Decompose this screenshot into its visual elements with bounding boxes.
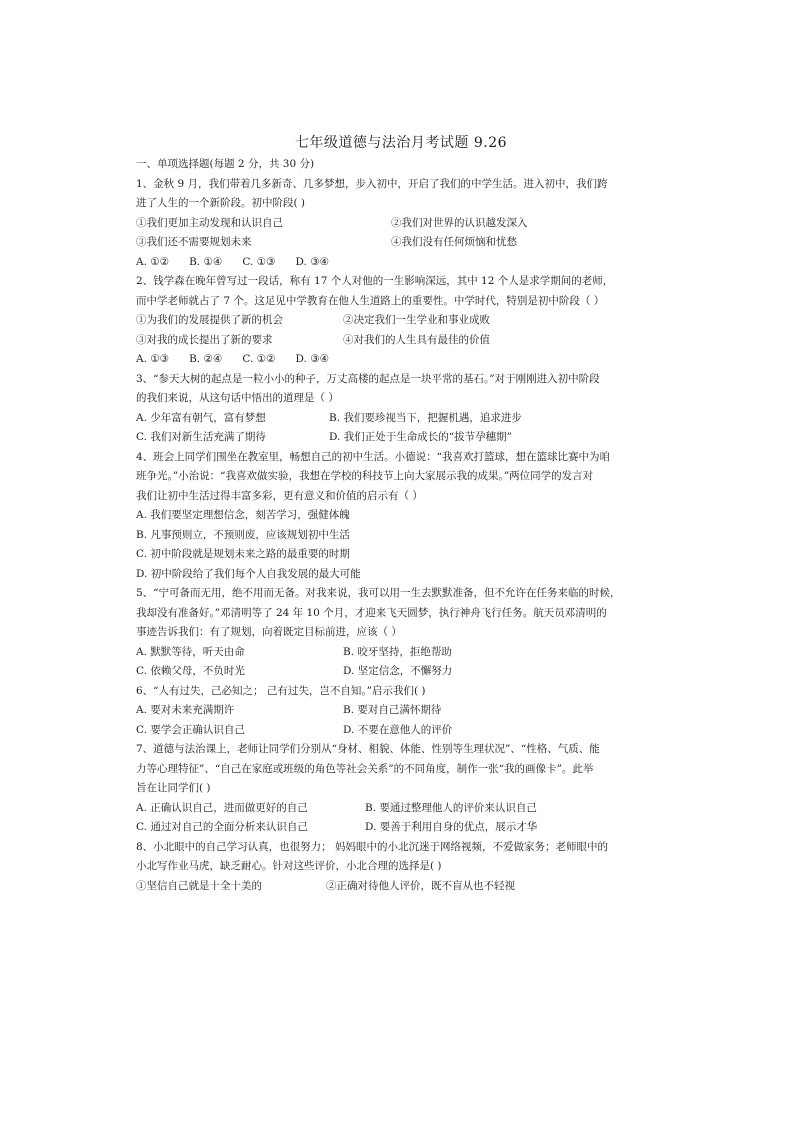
statement-4: ④我们没有任何烦恼和忧愁 [391, 236, 517, 248]
question-stem-line: 旨在让同学们( ) [136, 782, 211, 794]
statement-1: ①为我们的发展提供了新的机会 [136, 314, 283, 326]
statement-2: ②决定我们一生学业和事业成败 [343, 314, 490, 326]
question-2 [136, 272, 666, 370]
option-a: A. 默默等待，听天由命 [136, 645, 245, 658]
question-stem-line: 7、道德与法治课上，老师让同学们分别从“身材、相貌、体能、性别等生理状况”、“性格、气质、能 [136, 743, 600, 755]
option-a: A. 要对未来充满期许 [136, 704, 235, 716]
statement-2: ②我们对世界的认识越发深入 [391, 216, 528, 229]
question-stem-line: 2、钱学森在晚年曾写过一段话，称有 17 个人对他的一生影响深远，其中 12 个人是求学期间的老师， [136, 275, 614, 287]
question-1 [136, 175, 666, 273]
statement-3: ③我们还不需要规划未来 [136, 236, 252, 248]
question-stem-line: 进了人生的一个新阶段。初中阶段( ) [136, 197, 306, 209]
question-stem-line: 1、金秋 9 月，我们带着几多新奇、几多梦想，步入初中，开启了我们的中学生活。进入初中，我们跨 [136, 177, 608, 190]
choice-c: C. ①② [242, 353, 276, 365]
option-c: C. 要学会正确认识自己 [136, 723, 245, 736]
question-stem-line: 我们让初中生活过得丰富多彩，更有意义和价值的启示有（ ） [136, 489, 423, 502]
option-b: B. 凡事预则立，不预则废，应该规划初中生活 [136, 528, 350, 541]
option-d: D. 坚定信念，不懈努力 [343, 665, 453, 677]
question-7 [136, 740, 666, 838]
option-a: A. 少年富有朝气，富有梦想 [136, 411, 266, 424]
question-stem-line: 而中学老师就占了 7 个。这足见中学教育在他人生道路上的重要性。中学时代，特别是初中阶段（ ） [136, 294, 605, 307]
choice-row [136, 350, 666, 370]
option-d: D. 不要在意他人的评价 [343, 723, 453, 736]
question-stem-line: 3、“参天大树的起点是一粒小小的种子，万丈高楼的起点是一块平常的基石。”对于刚刚进入初中阶段 [136, 372, 600, 385]
option-a: A. 正确认识自己，进而做更好的自己 [136, 801, 308, 814]
option-b: B. 要对自己满怀期待 [343, 704, 442, 716]
statement-1: ①我们更加主动发现和认识自己 [136, 216, 283, 229]
question-stem-line: 班争光。”小治说：“我喜欢做实验，我想在学校的科技节上向大家展示我的成果。”两位同学的发言对 [136, 470, 594, 482]
section-heading: 一、单项选择题(每题 2 分，共 30 分) [136, 158, 315, 170]
question-3 [136, 370, 666, 448]
option-c: C. 我们对新生活充满了期待 [136, 431, 266, 443]
choice-a: A. ①③ [136, 353, 170, 365]
statement-2: ②正确对待他人评价，既不盲从也不轻视 [326, 879, 515, 892]
option-c: C. 依赖父母，不负时光 [136, 665, 245, 677]
question-8 [136, 838, 666, 897]
question-5 [136, 584, 666, 682]
choice-b: B. ①④ [189, 255, 223, 268]
question-6 [136, 682, 666, 741]
choice-d: D. ③④ [295, 353, 330, 365]
question-stem-line: 力等心理特征”、“自己在家庭或班级的角色等社会关系”的不同角度，制作一张“我的画像卡”。此举 [136, 762, 594, 775]
exam-title: 七年级道德与法治月考试题 9.26 [294, 135, 508, 151]
question-stem-line: 8、小北眼中的自己学习认真，也很努力； 妈妈眼中的小北沉迷于网络视频，不爱做家务；老师眼中的 [136, 840, 609, 853]
choice-a: A. ①② [136, 255, 170, 268]
question-4 [136, 448, 666, 585]
statement-1: ①坚信自己就是十全十美的 [136, 879, 262, 892]
option-d: D. 我们正处于生命成长的“拔节孕穗期” [329, 431, 512, 443]
exam-page [136, 132, 666, 896]
choice-b: B. ②④ [189, 353, 223, 365]
question-stem-line: 5、“宁可备而无用，绝不用而无备。对我来说，我可以用一生去默默准备，但不允许在任务来临的时候， [136, 587, 621, 599]
question-stem-line: 我却没有准备好。”邓清明等了 24 年 10 个月，才迎来飞天圆梦，执行神舟飞行任务。航天员邓清明的 [136, 606, 607, 619]
choice-c: C. ①③ [242, 255, 276, 268]
option-d: D. 初中阶段给了我们每个人自我发展的最大可能 [136, 567, 361, 580]
option-a: A. 我们要坚定理想信念，刻苦学习，强健体魄 [136, 509, 350, 521]
choice-row [136, 253, 666, 273]
question-stem-line: 小北写作业马虎，缺乏耐心。针对这些评价，小北合理的选择是( ) [136, 860, 442, 872]
option-b: B. 我们要珍视当下，把握机遇，追求进步 [329, 411, 522, 424]
question-stem-line: 的我们来说，从这句话中悟出的道理是（ ） [136, 392, 339, 404]
choice-d: D. ③④ [295, 255, 330, 268]
option-c: C. 初中阶段就是规划未来之路的最重要的时期 [136, 548, 350, 560]
option-b: B. 要通过整理他人的评价来认识自己 [365, 801, 537, 814]
question-stem-line: 事迹告诉我们：有了规划，向着既定目标前进，应该（ ） [136, 626, 402, 638]
statement-4: ④对我们的人生具有最佳的价值 [343, 333, 490, 346]
statement-3: ③对我的成长提出了新的要求 [136, 333, 273, 346]
question-stem-line: 6、“人有过失，己必知之； 己有过失，岂不自知。”启示我们( ) [136, 684, 426, 697]
question-stem-line: 4、班会上同学们围坐在教室里，畅想自己的初中生活。小德说：“我喜欢打篮球，想在篮球比赛中为咱 [136, 450, 611, 463]
option-b: B. 咬牙坚持，拒绝帮助 [343, 645, 452, 658]
option-c: C. 通过对自己的全面分析来认识自己 [136, 821, 308, 833]
option-d: D. 要善于利用自身的优点，展示才华 [365, 821, 538, 833]
